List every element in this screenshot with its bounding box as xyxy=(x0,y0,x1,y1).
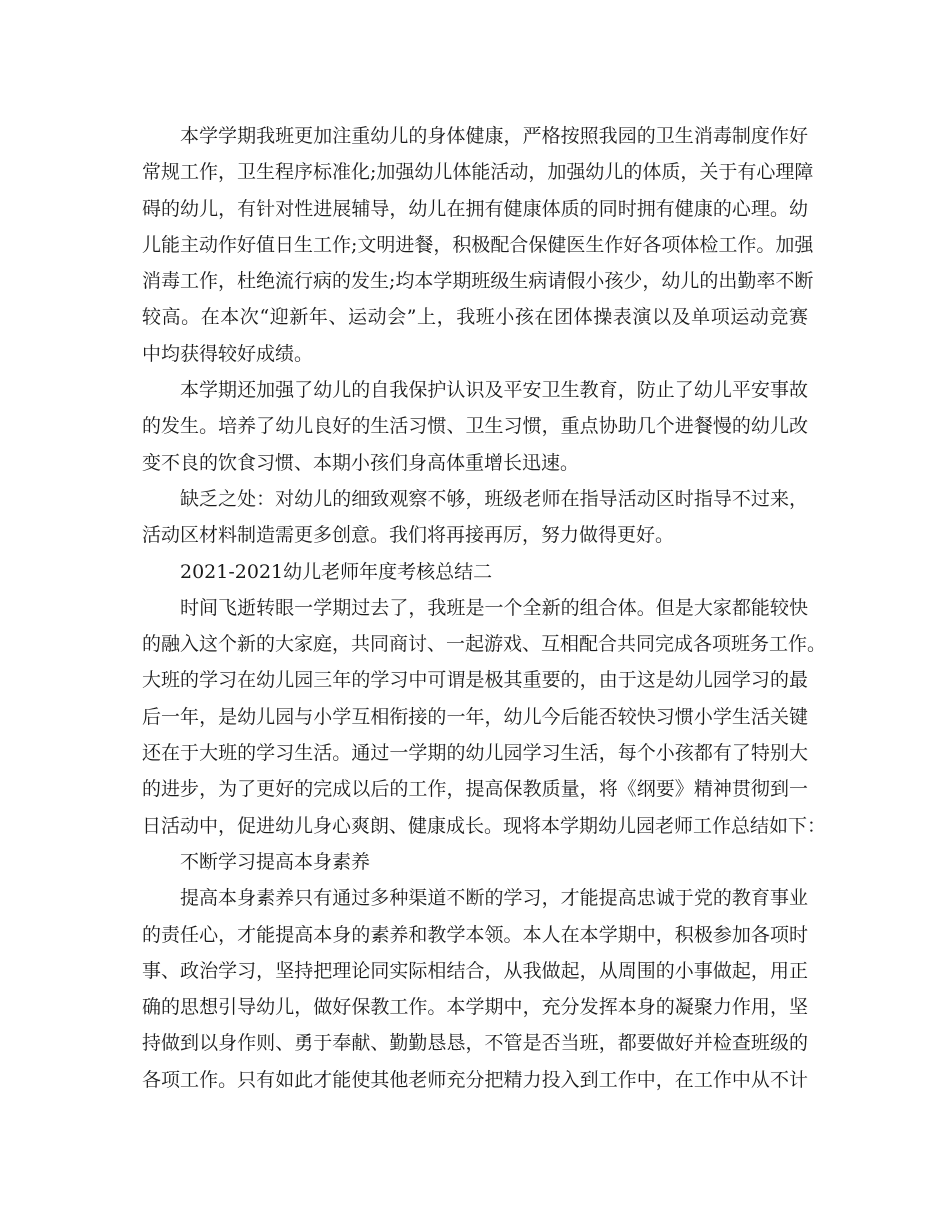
text-line: 的进步，为了更好的完成以后的工作，提高保教质量，将《纲要》精神贯彻到一 xyxy=(142,778,808,801)
text-line: 本学期还加强了幼儿的自我保护认识及平安卫生教育，防止了幼儿平安事故 xyxy=(180,379,808,402)
text-line: 儿能主动作好值日生工作;文明进餐，积极配合保健医生作好各项体检工作。加强 xyxy=(142,233,814,256)
paragraph-shortcomings xyxy=(142,481,808,554)
text-line: 后一年，是幼儿园与小学互相衔接的一年，幼儿今后能否较快习惯小学生活关键 xyxy=(142,705,808,728)
paragraph-intro xyxy=(142,590,827,844)
text-line: 日活动中，促进幼儿身心爽朗、健康成长。现将本学期幼儿园老师工作总结如下： xyxy=(142,814,827,837)
text-line: 确的思想引导幼儿，做好保教工作。本学期中，充分发挥本身的凝聚力作用，坚 xyxy=(142,996,808,1019)
text-line: 活动区材料制造需更多创意。我们将再接再厉，努力做得更好。 xyxy=(142,524,675,547)
text-line: 缺乏之处：对幼儿的细致观察不够，班级老师在指导活动区时指导不过来， xyxy=(180,487,808,510)
subheading-text: 不断学习提高本身素养 xyxy=(180,850,371,873)
text-line: 还在于大班的学习生活。通过一学期的幼儿园学习生活，每个小孩都有了特别大 xyxy=(142,742,808,765)
subheading xyxy=(142,844,808,880)
text-line: 碍的幼儿，有针对性进展辅导，幼儿在拥有健康体质的同时拥有健康的心理。幼 xyxy=(142,197,808,220)
text-line: 提高本身素养只有通过多种渠道不断的学习，才能提高忠诚于党的教育事业 xyxy=(180,887,808,910)
text-line: 变不良的饮食习惯、本期小孩们身高体重增长迅速。 xyxy=(142,451,580,474)
text-line: 事、政治学习，坚持把理论同实际相结合，从我做起，从周围的小事做起，用正 xyxy=(142,959,808,982)
paragraph-self-improvement xyxy=(142,880,808,1098)
section-title xyxy=(142,554,808,590)
text-line: 中均获得较好成绩。 xyxy=(142,342,314,365)
text-line: 消毒工作，杜绝流行病的发生;均本学期班级生病请假小孩少，幼儿的出勤率不断 xyxy=(142,270,814,293)
text-line: 的融入这个新的大家庭，共同商讨、一起游戏、互相配合共同完成各项班务工作。 xyxy=(142,633,827,656)
document-body xyxy=(142,118,827,1098)
text-line: 的发生。培养了幼儿良好的生活习惯、卫生习惯，重点协助几个进餐慢的幼儿改 xyxy=(142,415,808,438)
section-title-text: 2021-2021幼儿老师年度考核总结二 xyxy=(180,560,493,583)
paragraph-health xyxy=(142,118,814,372)
text-line: 本学学期我班更加注重幼儿的身体健康，严格按照我园的卫生消毒制度作好 xyxy=(180,125,808,147)
text-line: 时间飞逝转眼一学期过去了，我班是一个全新的组合体。但是大家都能较快 xyxy=(180,596,808,619)
text-line: 的责任心，才能提高本身的素养和教学本领。本人在本学期中，积极参加各项时 xyxy=(142,923,808,946)
text-line: 较高。在本次“迎新年、运动会”上，我班小孩在团体操表演以及单项运动竞赛 xyxy=(142,306,808,329)
text-line: 持做到以身作则、勇于奉献、勤勤恳恳，不管是否当班，都要做好并检查班级的 xyxy=(142,1032,808,1055)
text-line: 各项工作。只有如此才能使其他老师充分把精力投入到工作中，在工作中从不计 xyxy=(142,1068,808,1091)
text-line: 大班的学习在幼儿园三年的学习中可谓是极其重要的，由于这是幼儿园学习的最 xyxy=(142,669,808,692)
text-line: 常规工作，卫生程序标准化;加强幼儿体能活动，加强幼儿的体质，关于有心理障 xyxy=(142,161,814,184)
paragraph-safety xyxy=(142,372,808,481)
